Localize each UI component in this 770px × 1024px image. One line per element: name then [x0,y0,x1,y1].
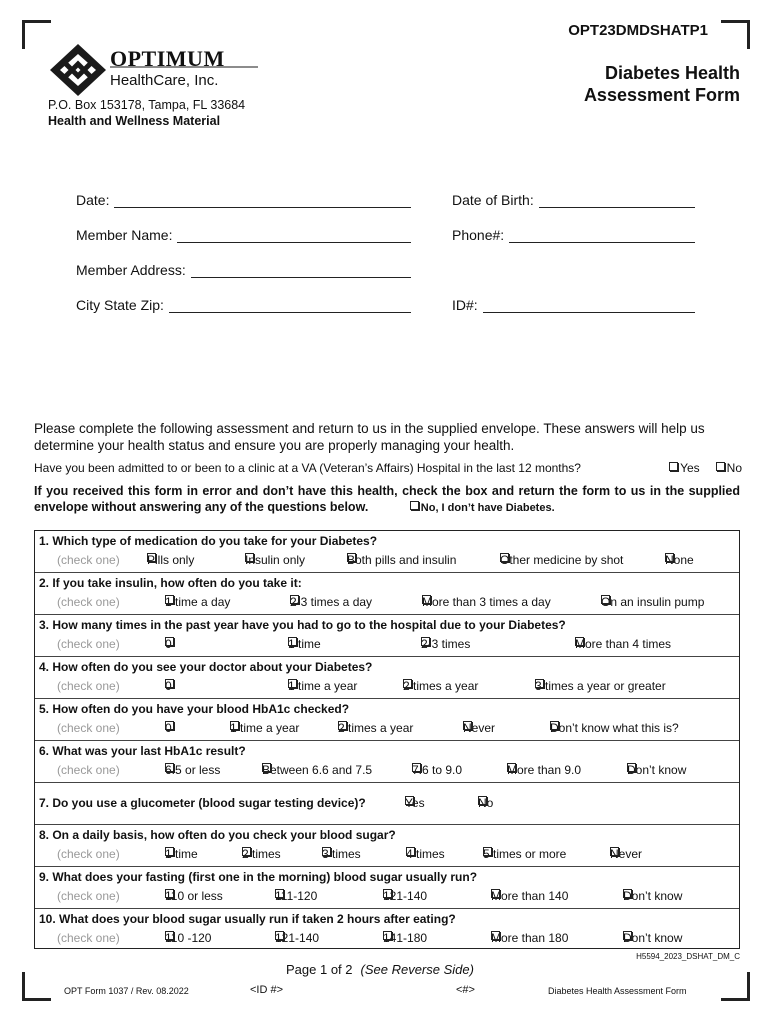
question-text: 1. Which type of medication do you take for your Diabetes? [39,534,378,548]
answer-option-label: Never [610,847,643,861]
footer-hash-placeholder: <#> [456,984,475,996]
options-row [35,796,739,812]
answer-option[interactable] [610,847,642,861]
member-name-label: Member Name: [76,227,173,243]
intro-text: Please complete the following assessment and return to us in the supplied envelope. These answers will help us determine your health status and ensure you are properly managing your health. [34,421,705,453]
answer-option-label: Pills only [147,553,195,567]
checkbox-icon [491,931,500,940]
answer-option[interactable] [412,763,462,777]
options-row [35,763,739,779]
answer-option[interactable] [601,595,704,609]
title-line-1: Diabetes Health [604,63,740,83]
form-title [520,62,740,106]
checkbox-icon [147,553,156,562]
member-name-field[interactable] [76,227,411,243]
no-diabetes-label: No, I don’t have Diabetes. [420,502,555,514]
va-no-label: No [726,461,742,475]
dob-field[interactable] [452,192,695,208]
checkbox-icon [669,462,678,471]
question-text: 3. How many times in the past year have you had to go to the hospital due to your Diabetes? [39,618,566,632]
answer-option[interactable] [288,679,357,693]
answer-option-label: 1 time a year [288,679,358,693]
answer-option-label: None [665,553,694,567]
checkbox-icon [601,595,610,604]
checkbox-icon [338,721,347,730]
answer-option-label: 6.5 or less [165,763,221,777]
va-question: Have you been admitted to or been to a clinic at a VA (Veteran’s Affairs) Hospital in the last 12 months? [34,461,581,475]
checkbox-icon [383,931,392,940]
material-label: Health and Wellness Material [48,114,221,128]
answer-option[interactable] [500,553,623,567]
check-one-hint: (check one) [57,637,120,651]
member-address-line [191,263,411,278]
question-text: 7. Do you use a glucometer (blood sugar testing device)? [39,796,366,810]
checkbox-icon [412,763,421,772]
check-one-hint: (check one) [57,595,120,609]
checkbox-icon [288,679,297,688]
answer-option[interactable] [627,763,686,777]
answer-option-label: 1 time a day [165,595,231,609]
question-row [35,699,739,741]
va-yes-option[interactable] [669,461,700,475]
answer-option[interactable] [483,847,566,861]
checkbox-icon [275,931,284,940]
id-label: ID#: [452,297,478,313]
question-row [35,531,739,573]
answer-option[interactable] [463,721,495,735]
answer-option[interactable] [665,553,694,567]
checkbox-icon [275,889,284,898]
checkbox-icon [507,763,516,772]
answer-option[interactable] [491,931,568,945]
answer-option-label: Between 6.6 and 7.5 [262,763,373,777]
crop-mark-top-left [22,20,51,49]
check-one-hint: (check one) [57,553,120,567]
checkbox-icon [463,721,472,730]
answer-option-label: Don’t know [623,889,683,903]
check-one-hint: (check one) [57,763,120,777]
answer-option[interactable] [406,847,445,861]
checkbox-icon [627,763,636,772]
question-text: 6. What was your last HbA1c result? [39,744,246,758]
answer-option[interactable] [165,595,230,609]
answer-option-label: On an insulin pump [601,595,705,609]
answer-option-label: 121-140 [383,889,428,903]
checkbox-icon [322,847,331,856]
answer-option-label: Don’t know [627,763,687,777]
footer-id-placeholder: <ID #> [250,984,284,996]
date-line [114,193,411,208]
checkbox-icon [478,796,487,805]
question-row [35,657,739,699]
answer-option-label: 4 times [406,847,445,861]
answer-option[interactable] [405,796,425,810]
logo-subtitle: HealthCare, Inc. [110,72,219,89]
phone-label: Phone#: [452,227,505,243]
answer-option[interactable] [623,931,682,945]
va-question-row [34,461,742,475]
checkbox-icon [491,889,500,898]
dob-label: Date of Birth: [452,192,534,208]
phone-field[interactable] [452,227,695,243]
answer-option[interactable] [245,553,305,567]
options-row [35,637,739,653]
answer-option-label: 1 time a year [230,721,300,735]
answer-option[interactable] [383,931,427,945]
po-box-address: P.O. Box 153178, Tampa, FL 33684 [48,98,246,112]
answer-option-label: 111-120 [275,889,318,903]
question-row [35,867,739,909]
answer-option-label: 1 time [165,847,198,861]
checkbox-icon [550,721,559,730]
answer-option-label: No [478,796,494,810]
answer-option[interactable] [165,931,211,945]
answer-option-label: More than 140 [491,889,569,903]
error-note-text: If you received this form in error and don’t have this health, check the box and return the form to us in the supplied envelope without answering any of the questions below. [34,484,740,514]
question-row [35,909,739,948]
checkbox-icon [665,553,674,562]
check-one-hint: (check one) [57,931,120,945]
city-state-zip-label: City State Zip: [76,297,164,313]
question-text: 4. How often do you see your doctor about your Diabetes? [39,660,373,674]
checkbox-icon [165,679,174,688]
logo-name: OPTIMUM [110,46,225,71]
checkbox-icon [383,889,392,898]
answer-option-label: 0 [165,637,172,651]
checkbox-icon [288,637,297,646]
checkbox-icon [405,796,414,805]
checkbox-icon [575,637,584,646]
answer-option-label: 0 [165,721,172,735]
answer-option-label: More than 180 [491,931,569,945]
answer-option-label: 2-3 times a day [290,595,373,609]
checkbox-icon [262,763,271,772]
city-state-zip-line [169,298,411,313]
question-text: 8. On a daily basis, how often do you check your blood sugar? [39,828,396,842]
checkbox-icon [230,721,239,730]
answer-option-label: 5 times or more [483,847,567,861]
checkbox-icon [500,553,509,562]
member-name-line [177,228,411,243]
question-row [35,615,739,657]
error-notice [34,483,740,516]
checkbox-icon [716,462,725,471]
checkbox-icon [410,501,419,510]
checkbox-icon [403,679,412,688]
checkbox-icon [535,679,544,688]
id-field[interactable] [452,297,695,313]
options-row [35,595,739,611]
question-row [35,741,739,783]
crop-mark-bottom-left [22,972,51,1001]
id-line [483,298,695,313]
answer-option[interactable] [347,553,456,567]
checkbox-icon [165,931,174,940]
question-text: 5. How often do you have your blood HbA1c checked? [39,702,350,716]
answer-option[interactable] [165,889,223,903]
answer-option[interactable] [242,847,281,861]
questionnaire-table [34,530,740,949]
reverse-side-note: (See Reverse Side) [360,962,474,977]
check-one-hint: (check one) [57,889,120,903]
options-row [35,553,739,569]
checkbox-icon [290,595,299,604]
h-code: H5594_2023_DSHAT_DM_C [636,952,740,961]
answer-option[interactable] [575,637,671,651]
answer-option[interactable] [165,637,172,651]
answer-option-label: 110 -120 [165,931,212,945]
checkbox-icon [422,595,431,604]
options-row [35,721,739,737]
phone-line [509,228,695,243]
crop-mark-bottom-right [721,972,750,1001]
title-line-2: Assessment Form [583,85,740,105]
crop-mark-top-right [721,20,750,49]
check-one-hint: (check one) [57,847,120,861]
answer-option[interactable] [550,721,679,735]
answer-option-label: 7.6 to 9.0 [412,763,463,777]
answer-option[interactable] [535,679,666,693]
answer-option-label: More than 3 times a day [422,595,551,609]
check-one-hint: (check one) [57,679,120,693]
answer-option[interactable] [262,763,372,777]
answer-option-label: Insulin only [245,553,306,567]
checkbox-icon [245,553,254,562]
check-one-hint: (check one) [57,721,120,735]
footer-form-number: OPT Form 1037 / Rev. 08.2022 [64,986,189,996]
answer-option-label: 141-180 [383,931,428,945]
answer-option[interactable] [478,796,493,810]
answer-option[interactable] [275,889,317,903]
answer-option[interactable] [383,889,427,903]
answer-option[interactable] [165,847,198,861]
member-address-label: Member Address: [76,262,186,278]
answer-option-label: More than 4 times [575,637,672,651]
options-row [35,847,739,863]
question-text: 2. If you take insulin, how often do you take it: [39,576,302,590]
answer-option-label: Don’t know what this is? [550,721,679,735]
question-text: 9. What does your fasting (first one in the morning) blood sugar usually run? [39,870,478,884]
answer-option[interactable] [165,679,172,693]
checkbox-icon [165,889,174,898]
answer-option-label: 2 times [242,847,281,861]
answer-option-label: 2 times a year [403,679,479,693]
answer-option[interactable] [338,721,413,735]
answer-option[interactable] [491,889,568,903]
member-address-field[interactable] [76,262,411,278]
question-row [35,825,739,867]
checkbox-icon [483,847,492,856]
answer-option-label: Don’t know [623,931,683,945]
options-row [35,679,739,695]
page-label: Page 1 of 2 [286,962,353,977]
va-no-option[interactable] [716,461,742,475]
checkbox-icon [406,847,415,856]
checkbox-icon [610,847,619,856]
checkbox-icon [165,637,174,646]
answer-option-label: 3 times [322,847,361,861]
answer-option-label: 2-3 times [421,637,471,651]
answer-option-label: More than 9.0 [507,763,582,777]
answer-option-label: Other medicine by shot [500,553,624,567]
options-row [35,889,739,905]
dob-line [539,193,695,208]
answer-option[interactable] [507,763,581,777]
footer-form-title: Diabetes Health Assessment Form [548,986,687,996]
question-text: 10. What does your blood sugar usually run if taken 2 hours after eating? [39,912,456,926]
checkbox-icon [242,847,251,856]
checkbox-icon [421,637,430,646]
answer-option[interactable] [290,595,372,609]
date-label: Date: [76,192,110,208]
checkbox-icon [623,889,632,898]
answer-option-label: Both pills and insulin [347,553,457,567]
va-yes-label: Yes [680,461,700,475]
answer-option[interactable] [275,931,319,945]
answer-option-label: 110 or less [165,889,223,903]
answer-option-label: 3 times a year or greater [535,679,666,693]
checkbox-icon [165,595,174,604]
answer-option[interactable] [165,721,172,735]
options-row [35,931,739,947]
answer-option[interactable] [421,637,470,651]
answer-option-label: 2 times a year [338,721,414,735]
answer-option-label: 1 time [288,637,321,651]
answer-option[interactable] [422,595,551,609]
question-row [35,573,739,615]
answer-option[interactable] [165,763,220,777]
answer-option-label: 0 [165,679,172,693]
form-code: OPT23DMDSHATP1 [568,22,708,39]
answer-option-label: 121-140 [275,931,320,945]
question-row [35,783,739,825]
answer-option[interactable] [623,889,682,903]
answer-option-label: Yes [405,796,425,810]
checkbox-icon [165,721,174,730]
date-field[interactable] [76,192,411,208]
checkbox-icon [623,931,632,940]
answer-option[interactable] [288,637,321,651]
checkbox-icon [165,847,174,856]
no-diabetes-option[interactable] [410,502,555,514]
answer-option[interactable] [147,553,194,567]
answer-option-label: Never [463,721,496,735]
checkbox-icon [347,553,356,562]
answer-option[interactable] [403,679,478,693]
checkbox-icon [165,763,174,772]
city-state-zip-field[interactable] [76,297,411,313]
answer-option[interactable] [230,721,299,735]
answer-option[interactable] [322,847,361,861]
page-indicator [286,962,474,977]
